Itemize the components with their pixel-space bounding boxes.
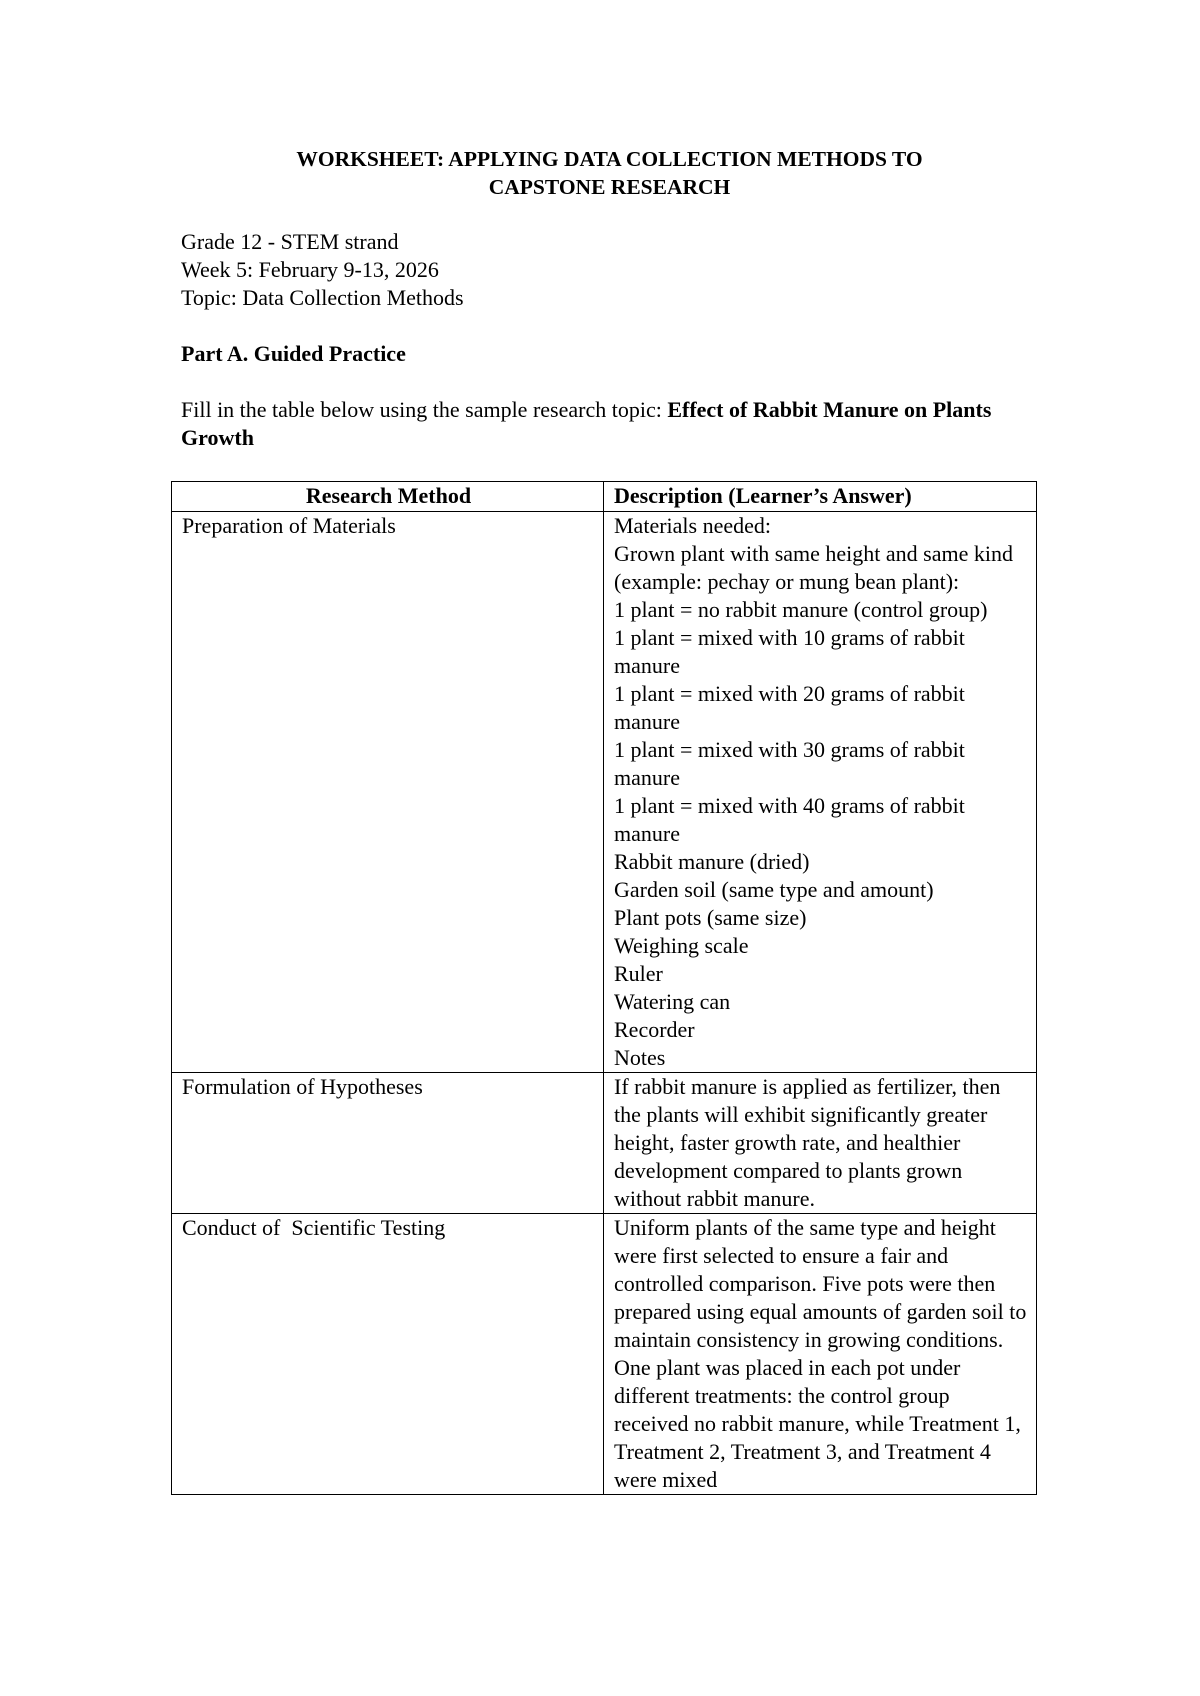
description-cell: Uniform plants of the same type and height were first selected to ensure a fair and controlled comparison. Five pots were then prepared using equal amounts of garden soil to maintain consistency in growing conditions. One plant was placed in each pot under different treatments: the control group received no rabbit manure, while Treatment 1, Treatment 2, Treatment 3, and Treatment 4 were mixed bbox=[604, 1214, 1037, 1495]
description-line: 1 plant = mixed with 40 grams of rabbit manure bbox=[614, 793, 965, 846]
sample-research-topic: Effect of Rabbit Manure on Plants Growth bbox=[181, 397, 992, 450]
table-row bbox=[172, 1214, 1037, 1495]
header-description: Description (Learner’s Answer) bbox=[604, 482, 1037, 512]
research-methods-table bbox=[171, 481, 1037, 1495]
description-line: Grown plant with same height and same kind (example: pechay or mung bean plant): bbox=[614, 541, 1013, 594]
worksheet-page bbox=[181, 145, 1038, 480]
description-line: Weighing scale bbox=[614, 933, 749, 958]
title-line-2: CAPSTONE RESEARCH bbox=[488, 175, 731, 199]
description-line: Plant pots (same size) bbox=[614, 905, 807, 930]
description-line: Watering can bbox=[614, 989, 731, 1014]
description-line: Recorder bbox=[614, 1017, 695, 1042]
description-line: 1 plant = mixed with 10 grams of rabbit manure bbox=[614, 625, 965, 678]
document-title bbox=[181, 145, 1038, 201]
description-line: Materials needed: bbox=[614, 513, 771, 538]
topic-line: Topic: Data Collection Methods bbox=[181, 285, 464, 310]
description-cell: If rabbit manure is applied as fertilizer, then the plants will exhibit significantly greater height, faster growth rate, and healthier development compared to plants grown without rabbit manure. bbox=[604, 1073, 1037, 1214]
description-line: Garden soil (same type and amount) bbox=[614, 877, 934, 902]
instruction-prefix: Fill in the table below using the sample research topic: bbox=[181, 397, 668, 422]
table-header-row bbox=[172, 482, 1037, 512]
method-cell: Formulation of Hypotheses bbox=[172, 1073, 604, 1214]
description-line: Rabbit manure (dried) bbox=[614, 849, 810, 874]
week-line: Week 5: February 9-13, 2026 bbox=[181, 257, 439, 282]
method-cell: Conduct of Scientific Testing bbox=[172, 1214, 604, 1495]
description-line: 1 plant = mixed with 20 grams of rabbit manure bbox=[614, 681, 965, 734]
part-a-heading: Part A. Guided Practice bbox=[181, 341, 406, 366]
worksheet-meta bbox=[181, 228, 1038, 312]
title-line-1: WORKSHEET: APPLYING DATA COLLECTION METHODS TO bbox=[296, 147, 923, 171]
method-cell: Preparation of Materials bbox=[172, 512, 604, 1073]
description-cell bbox=[604, 512, 1037, 1073]
header-research-method: Research Method bbox=[172, 482, 604, 512]
description-line: 1 plant = no rabbit manure (control group) bbox=[614, 597, 988, 622]
table-row bbox=[172, 512, 1037, 1073]
grade-line: Grade 12 - STEM strand bbox=[181, 229, 399, 254]
instruction-text bbox=[181, 396, 1038, 452]
description-line: Ruler bbox=[614, 961, 663, 986]
description-line: 1 plant = mixed with 30 grams of rabbit manure bbox=[614, 737, 965, 790]
table-row bbox=[172, 1073, 1037, 1214]
description-line: Notes bbox=[614, 1045, 666, 1070]
